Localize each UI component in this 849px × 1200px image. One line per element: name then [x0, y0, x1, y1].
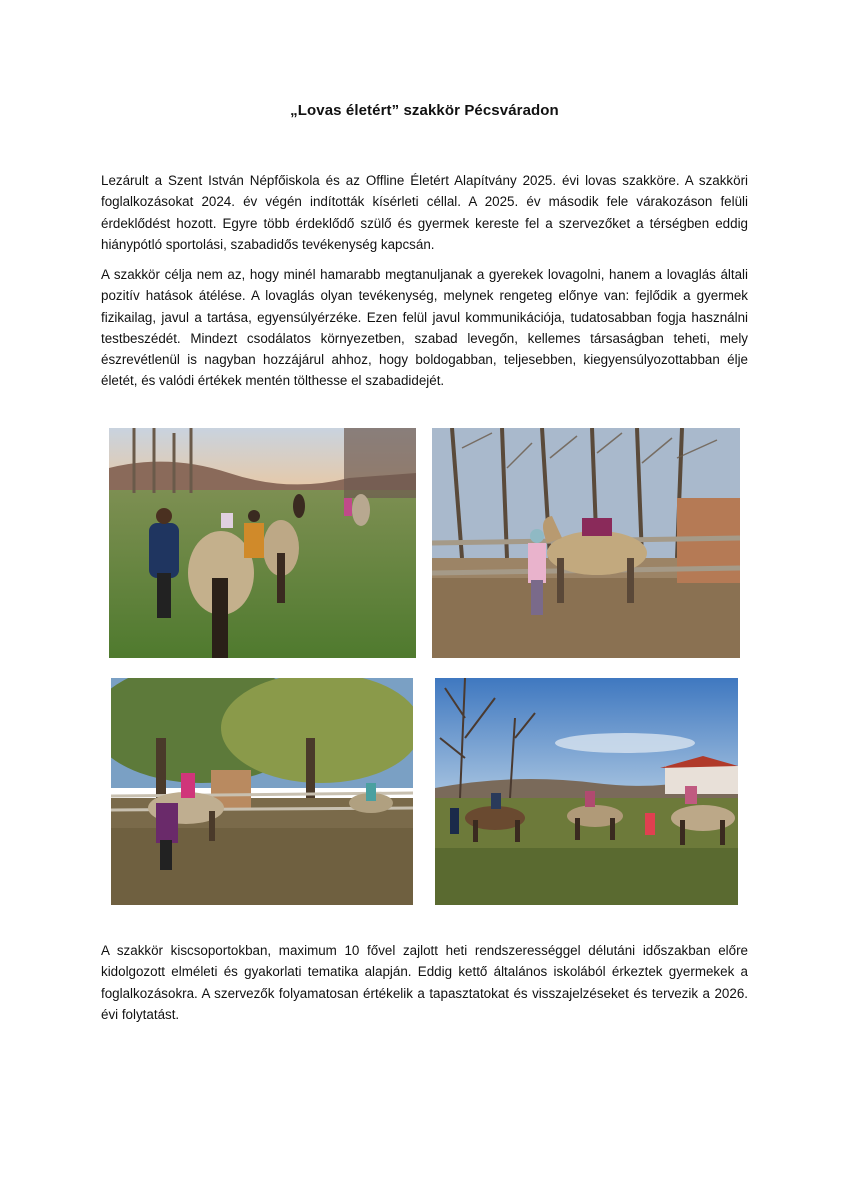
photo-horses-walking-field — [109, 428, 416, 658]
page-title: „Lovas életért” szakkör Pécsváradon — [290, 102, 559, 119]
photo-ponies-blue-sky — [435, 678, 738, 905]
photo-ponies-under-tree — [111, 678, 413, 905]
paragraph-intro: Lezárult a Szent István Népfőiskola és az Offline Életért Alapítvány 2025. évi lovas szakköre. A szakköri foglalkozásokat 2024. év végén indították kísérleti céllal. A 2025. év második fele várakozáson felüli érdeklődést hozott. Egyre több érdeklődő szülő és gyermek kereste fel a szervezőket a térségben eddig hiánypótló sportolási, szabadidős tevékenység kapcsán. — [101, 173, 748, 252]
photo-child-riding-by-fence — [432, 428, 740, 658]
paragraph-goals: A szakkör célja nem az, hogy minél hamarabb megtanuljanak a gyerekek lovagolni, hanem a lovaglás általi pozitív hatások átélése. A lovaglás olyan tevékenység, melynek rengeteg előnye van: fejlődik a gyermek fizikailag, javul a tartása, egyensúlyérzéke. Ezen felül javul kommunikációja, tudatosabban fogja használni testbeszédét. Mindezt csodálatos környezetben, szabad levegőn, kellemes társaságban teheti, mely észrevétlenül is nagyban hozzájárul ahhoz, hogy boldogabban, teljesebben, kiegyensúlyozottabban élje életét, és valódi értékek mentén tölthesse el szabadidejét. — [101, 267, 748, 389]
paragraph-summary: A szakkör kiscsoportokban, maximum 10 fővel zajlott heti rendszerességgel délutáni időszakban előre kidolgozott elméleti és gyakorlati tematika alapján. Eddig kettő általános iskolából érkeztek gyermekek a foglalkozásokra. A szervezők folyamatosan értékelik a tapasztatokat és visszajelzéseket és tervezik a 2026. évi folytatást. — [101, 943, 748, 1022]
